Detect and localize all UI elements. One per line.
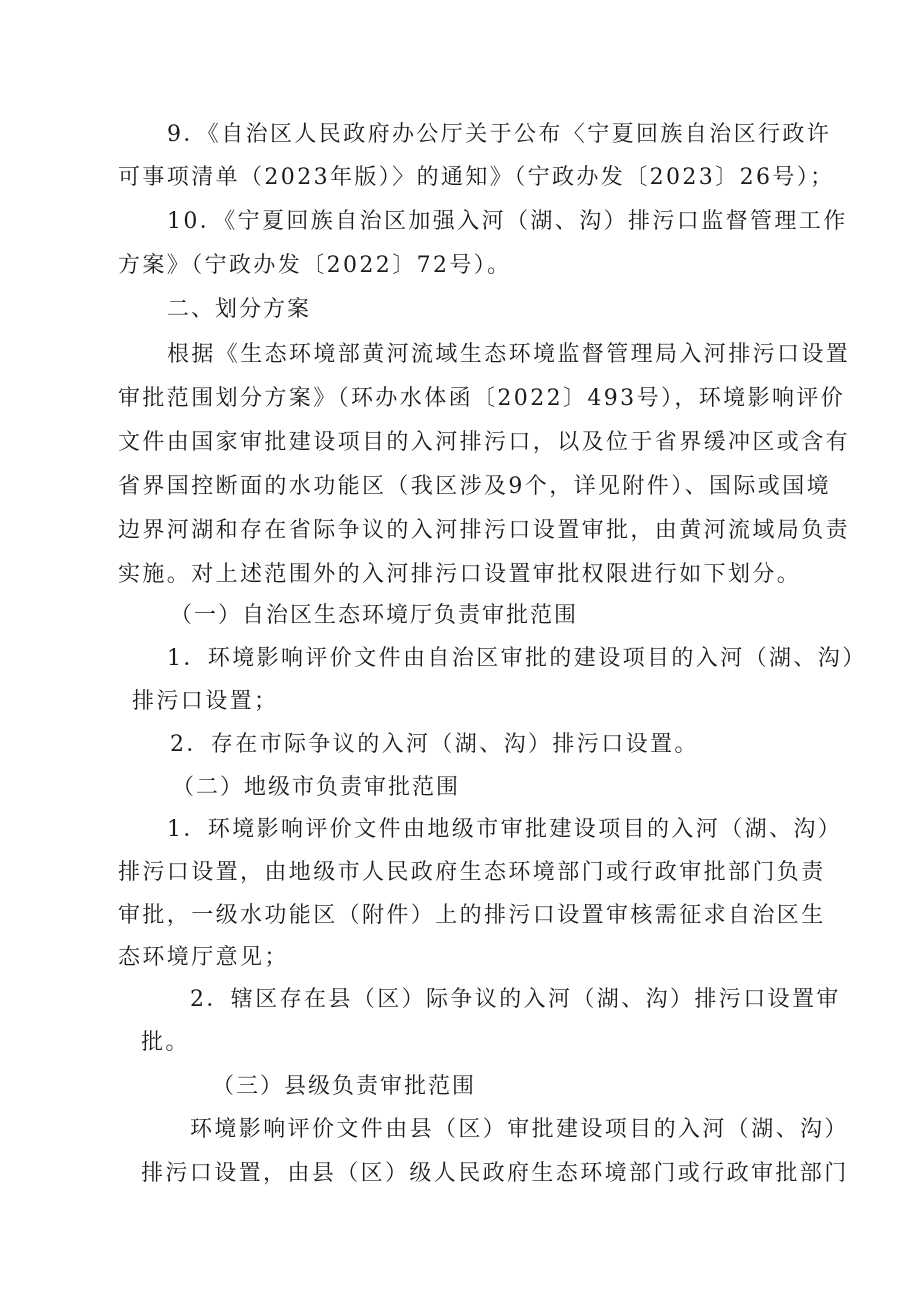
list-item-cont: 批。: [141, 1030, 190, 1055]
list-item-cont: 态环境厅意见；: [118, 945, 289, 970]
section-heading-2: 二、划分方案: [167, 297, 312, 322]
list-item: 1．环境影响评价文件由地级市审批建设项目的入河（湖、沟）: [167, 817, 843, 842]
list-item-cont: 排污口设置，由地级市人民政府生态环境部门或行政审批部门负责: [118, 860, 826, 885]
subsection-heading-1: （一）自治区生态环境厅负责审批范围: [170, 603, 579, 628]
list-item: 2．存在市际争议的入河（湖、沟）排污口设置。: [170, 732, 699, 757]
list-item-9: 9．《自治区人民政府办公厅关于公布〈宁夏回族自治区行政许: [167, 122, 832, 147]
paragraph-line: 根据《生态环境部黄河流域生态环境监督管理局入河排污口设置: [167, 342, 851, 367]
list-item-cont: 审批，一级水功能区（附件）上的排污口设置审核需征求自治区生: [118, 903, 826, 928]
list-item-10-cont: 方案》（宁政办发〔2022〕72号）。: [118, 253, 512, 278]
list-item: 2．辖区存在县（区）际争议的入河（湖、沟）排污口设置审: [190, 987, 841, 1012]
paragraph-line: 审批范围划分方案》（环办水体函〔2022〕493号），环境影响评价: [118, 386, 846, 411]
paragraph-line: 实施。对上述范围外的入河排污口设置审批权限进行如下划分。: [118, 562, 802, 587]
paragraph-line: 环境影响评价文件由县（区）审批建设项目的入河（湖、沟）: [190, 1117, 849, 1142]
paragraph-line: 文件由国家审批建设项目的入河排污口，以及位于省界缓冲区或含有: [118, 430, 851, 455]
list-item: 1．环境影响评价文件由自治区审批的建设项目的入河（湖、沟）: [167, 646, 867, 671]
list-item-cont: 排污口设置；: [132, 689, 279, 714]
list-item-9-cont: 可事项清单（2023年版）〉的通知》（宁政办发〔2023〕26号）；: [118, 165, 835, 190]
list-item-10: 10．《宁夏回族自治区加强入河（湖、沟）排污口监督管理工作: [167, 209, 848, 234]
subsection-heading-3: （三）县级负责审批范围: [212, 1074, 477, 1099]
subsection-heading-2: （二）地级市负责审批范围: [172, 775, 461, 800]
paragraph-line: 边界河湖和存在省际争议的入河排污口设置审批，由黄河流域局负责: [118, 518, 851, 543]
paragraph-line: 省界国控断面的水功能区（我区涉及9个，详见附件）、国际或国境: [118, 474, 831, 499]
paragraph-line: 排污口设置，由县（区）级人民政府生态环境部门或行政审批部门: [141, 1161, 849, 1186]
